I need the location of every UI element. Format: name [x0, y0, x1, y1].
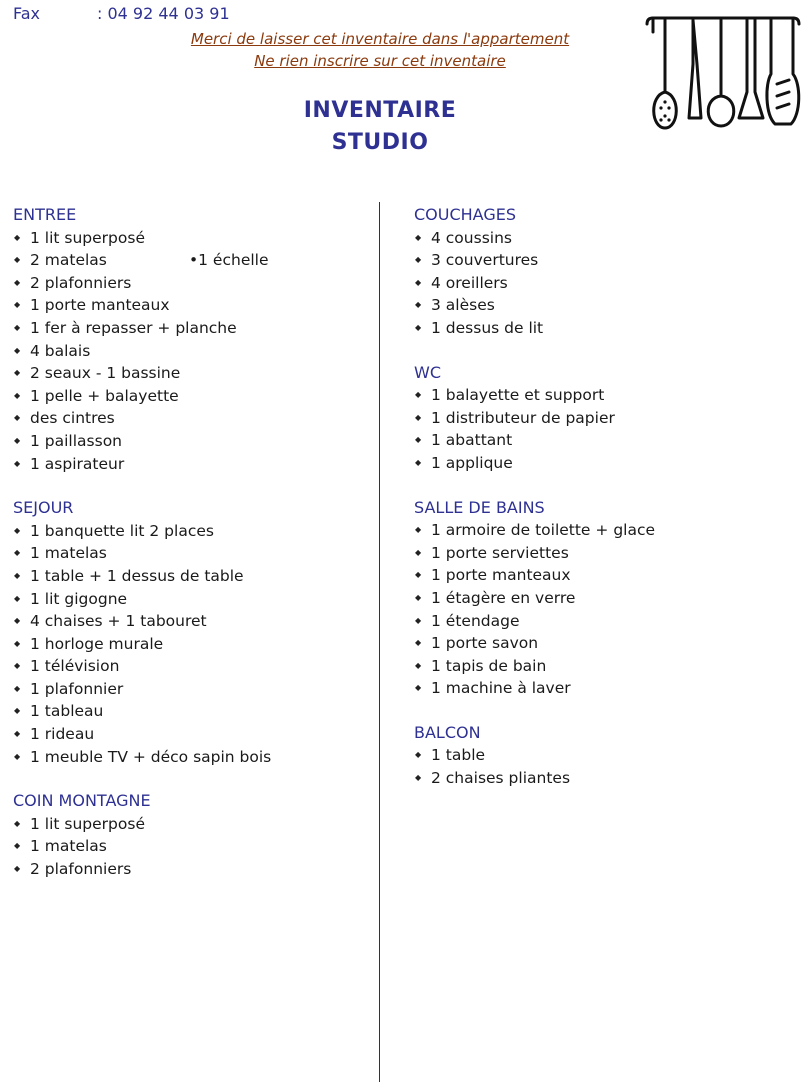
section-entree — [13, 204, 383, 475]
list-item-extra: •1 échelle — [189, 251, 269, 270]
list-item: ◆ 1 aspirateur — [13, 453, 383, 476]
list-item: ◆ 1 banquette lit 2 places — [13, 520, 383, 543]
list-item: ◆ 1 porte manteaux — [414, 564, 784, 587]
section-coin-montagne — [13, 790, 383, 880]
list-item: ◆ 3 couvertures — [414, 249, 784, 272]
list-item: ◆ 1 abattant — [414, 429, 784, 452]
list-item: ◆ 1 horloge murale — [13, 633, 383, 656]
list-item: ◆ des cintres — [13, 407, 383, 430]
fax-label: Fax — [13, 4, 41, 23]
list-item: ◆ 2 seaux - 1 bassine — [13, 362, 383, 385]
notice-do-not-write: Ne rien inscrire sur cet inventaire — [254, 52, 506, 70]
section-balcon — [414, 722, 784, 790]
list-item: ◆ 1 table + 1 dessus de table — [13, 565, 383, 588]
list-item: ◆ 1 plafonnier — [13, 678, 383, 701]
fax-number: : 04 92 44 03 91 — [97, 4, 230, 23]
list-item: ◆ 1 matelas — [13, 542, 383, 565]
section-sejour — [13, 497, 383, 768]
list-item: ◆ 2 chaises pliantes — [414, 767, 784, 790]
list-item: ◆ 4 balais — [13, 340, 383, 363]
page-title: INVENTAIRE — [303, 98, 457, 123]
section-title: BALCON — [414, 722, 481, 742]
list-item: ◆ 1 paillasson — [13, 430, 383, 453]
section-wc — [414, 362, 784, 475]
list-item: ◆ 1 table — [414, 744, 784, 767]
list-item: ◆ 1 étagère en verre — [414, 587, 784, 610]
list-item: ◆ 4 chaises + 1 tabouret — [13, 610, 383, 633]
right-column — [414, 204, 784, 812]
list-item: ◆ 4 coussins — [414, 227, 784, 250]
section-couchages — [414, 204, 784, 340]
section-title: SEJOUR — [13, 498, 74, 518]
section-title: COUCHAGES — [414, 205, 517, 224]
list-item: ◆ 1 distributeur de papier — [414, 407, 784, 430]
page-subtitle: STUDIO — [331, 130, 429, 155]
list-item: ◆ 1 tapis de bain — [414, 655, 784, 678]
list-item: ◆ 2 plafonniers — [13, 858, 383, 881]
notice-keep-inventory: Merci de laisser cet inventaire dans l'appartement — [190, 30, 570, 48]
list-item: ◆ 1 lit gigogne — [13, 588, 383, 611]
list-item: ◆ 1 télévision — [13, 655, 383, 678]
list-item: ◆ 1 armoire de toilette + glace — [414, 519, 784, 542]
section-title: COIN MONTAGNE — [13, 791, 151, 811]
section-title: WC — [414, 362, 441, 382]
list-item-text: 2 matelas — [30, 251, 107, 270]
list-item — [13, 249, 383, 272]
section-title: SALLE DE BAINS — [414, 497, 545, 517]
list-item: ◆ 1 meuble TV + déco sapin bois — [13, 746, 383, 769]
section-title: ENTREE — [13, 205, 77, 224]
list-item: ◆ 1 porte savon — [414, 632, 784, 655]
list-item: ◆ 1 porte manteaux — [13, 294, 383, 317]
list-item: ◆ 3 alèses — [414, 294, 784, 317]
section-salle-de-bains — [414, 497, 784, 700]
list-item: ◆ 1 étendage — [414, 610, 784, 633]
list-item: ◆ 1 lit superposé — [13, 813, 383, 836]
list-item: ◆ 1 fer à repasser + planche — [13, 317, 383, 340]
list-item: ◆ 1 tableau — [13, 700, 383, 723]
list-item: ◆ 1 matelas — [13, 835, 383, 858]
fax-line — [13, 4, 230, 23]
left-column — [13, 204, 383, 903]
list-item: ◆ 1 machine à laver — [414, 677, 784, 700]
list-item: ◆ 1 dessus de lit — [414, 317, 784, 340]
list-item: ◆ 1 pelle + balayette — [13, 385, 383, 408]
list-item: ◆ 1 applique — [414, 452, 784, 475]
list-item: ◆ 2 plafonniers — [13, 272, 383, 295]
list-item: ◆ 1 porte serviettes — [414, 542, 784, 565]
list-item: ◆ 4 oreillers — [414, 272, 784, 295]
list-item: ◆ 1 lit superposé — [13, 227, 383, 250]
kitchen-utensils-icon — [643, 14, 807, 138]
list-item: ◆ 1 balayette et support — [414, 384, 784, 407]
list-item: ◆ 1 rideau — [13, 723, 383, 746]
